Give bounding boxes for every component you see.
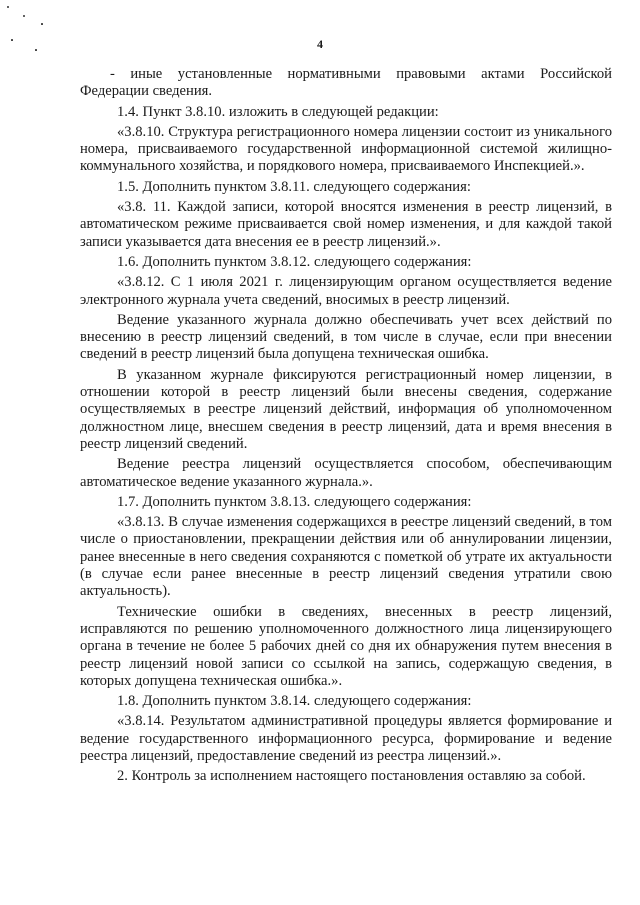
paragraph: «3.8.13. В случае изменения содержащихся в реестре лицензий сведений, в том числе о приостановлении, прекращении действия или об аннулировании лицензии, ранее внесенные в него сведения сохраняются с пометкой об утрате их актуальности (в случае если ранее внесенные в реестр лицензий сведения утратили свою актуальность). [80,514,612,600]
page-number: 4 [317,37,323,51]
paragraph: - иные установленные нормативными правовыми актами Российской Федерации сведения. [80,66,612,100]
paragraph: «3.8.14. Результатом административной процедуры является формирование и ведение государственного информационного ресурса, формирование и ведение реестра лицензий, предоставление сведений из реестра лицензий.». [80,713,612,764]
paragraph: 1.6. Дополнить пунктом 3.8.12. следующего содержания: [117,253,472,270]
paragraph: Ведение реестра лицензий осуществляется способом, обеспечивающим автоматическое ведение указанного журнала.». [80,456,612,490]
paragraph: «3.8.12. С 1 июля 2021 г. лицензирующим органом осуществляется ведение электронного журнала учета сведений, вносимых в реестр лицензий. [80,274,612,308]
paragraph: 1.4. Пункт 3.8.10. изложить в следующей редакции: [117,103,439,120]
scan-speck [23,15,25,17]
paragraph: «3.8. 11. Каждой записи, которой вносятся изменения в реестр лицензий, в автоматическом режиме присваивается свой номер изменения, и для каждой такой записи указывается дата внесения ее в реестр лицензий.». [80,199,612,250]
paragraph: 1.5. Дополнить пунктом 3.8.11. следующего содержания: [117,178,471,195]
scan-speck [7,6,9,8]
scan-speck [41,23,43,25]
document-body [80,66,612,789]
paragraph: 2. Контроль за исполнением настоящего постановления оставляю за собой. [117,768,586,785]
paragraph: Ведение указанного журнала должно обеспечивать учет всех действий по внесению в реестр лицензий сведений, в том числе в случае, если при внесении сведений в реестр лицензий была допущена техническая ошибка. [80,311,612,363]
paragraph: Технические ошибки в сведениях, внесенных в реестр лицензий, исправляются по решению уполномоченного должностного лица лицензирующего органа в течение не более 5 рабочих дней со дня их обнаружения путем внесения в реестр лицензий новой записи со ссылкой на запись, содержащую сведения, в которых допущена техническая ошибка.». [80,603,612,689]
paragraph: В указанном журнале фиксируются регистрационный номер лицензии, в отношении которой в реестр лицензий были внесены сведения, содержание осуществляемых в реестре лицензий действий, информация об уполномоченном должностном лице, внесшем сведения в реестр лицензий, дата и время внесения в реестр лицензий сведений. [80,366,612,452]
paragraph: «3.8.10. Структура регистрационного номера лицензии состоит из уникального номера, присваиваемого государственной информационной системой жилищно-коммунального хозяйства, и порядкового номера, присваиваемого Инспекцией.». [80,123,612,175]
paragraph: 1.8. Дополнить пунктом 3.8.14. следующего содержания: [117,693,472,710]
paragraph: 1.7. Дополнить пунктом 3.8.13. следующего содержания: [117,493,472,510]
